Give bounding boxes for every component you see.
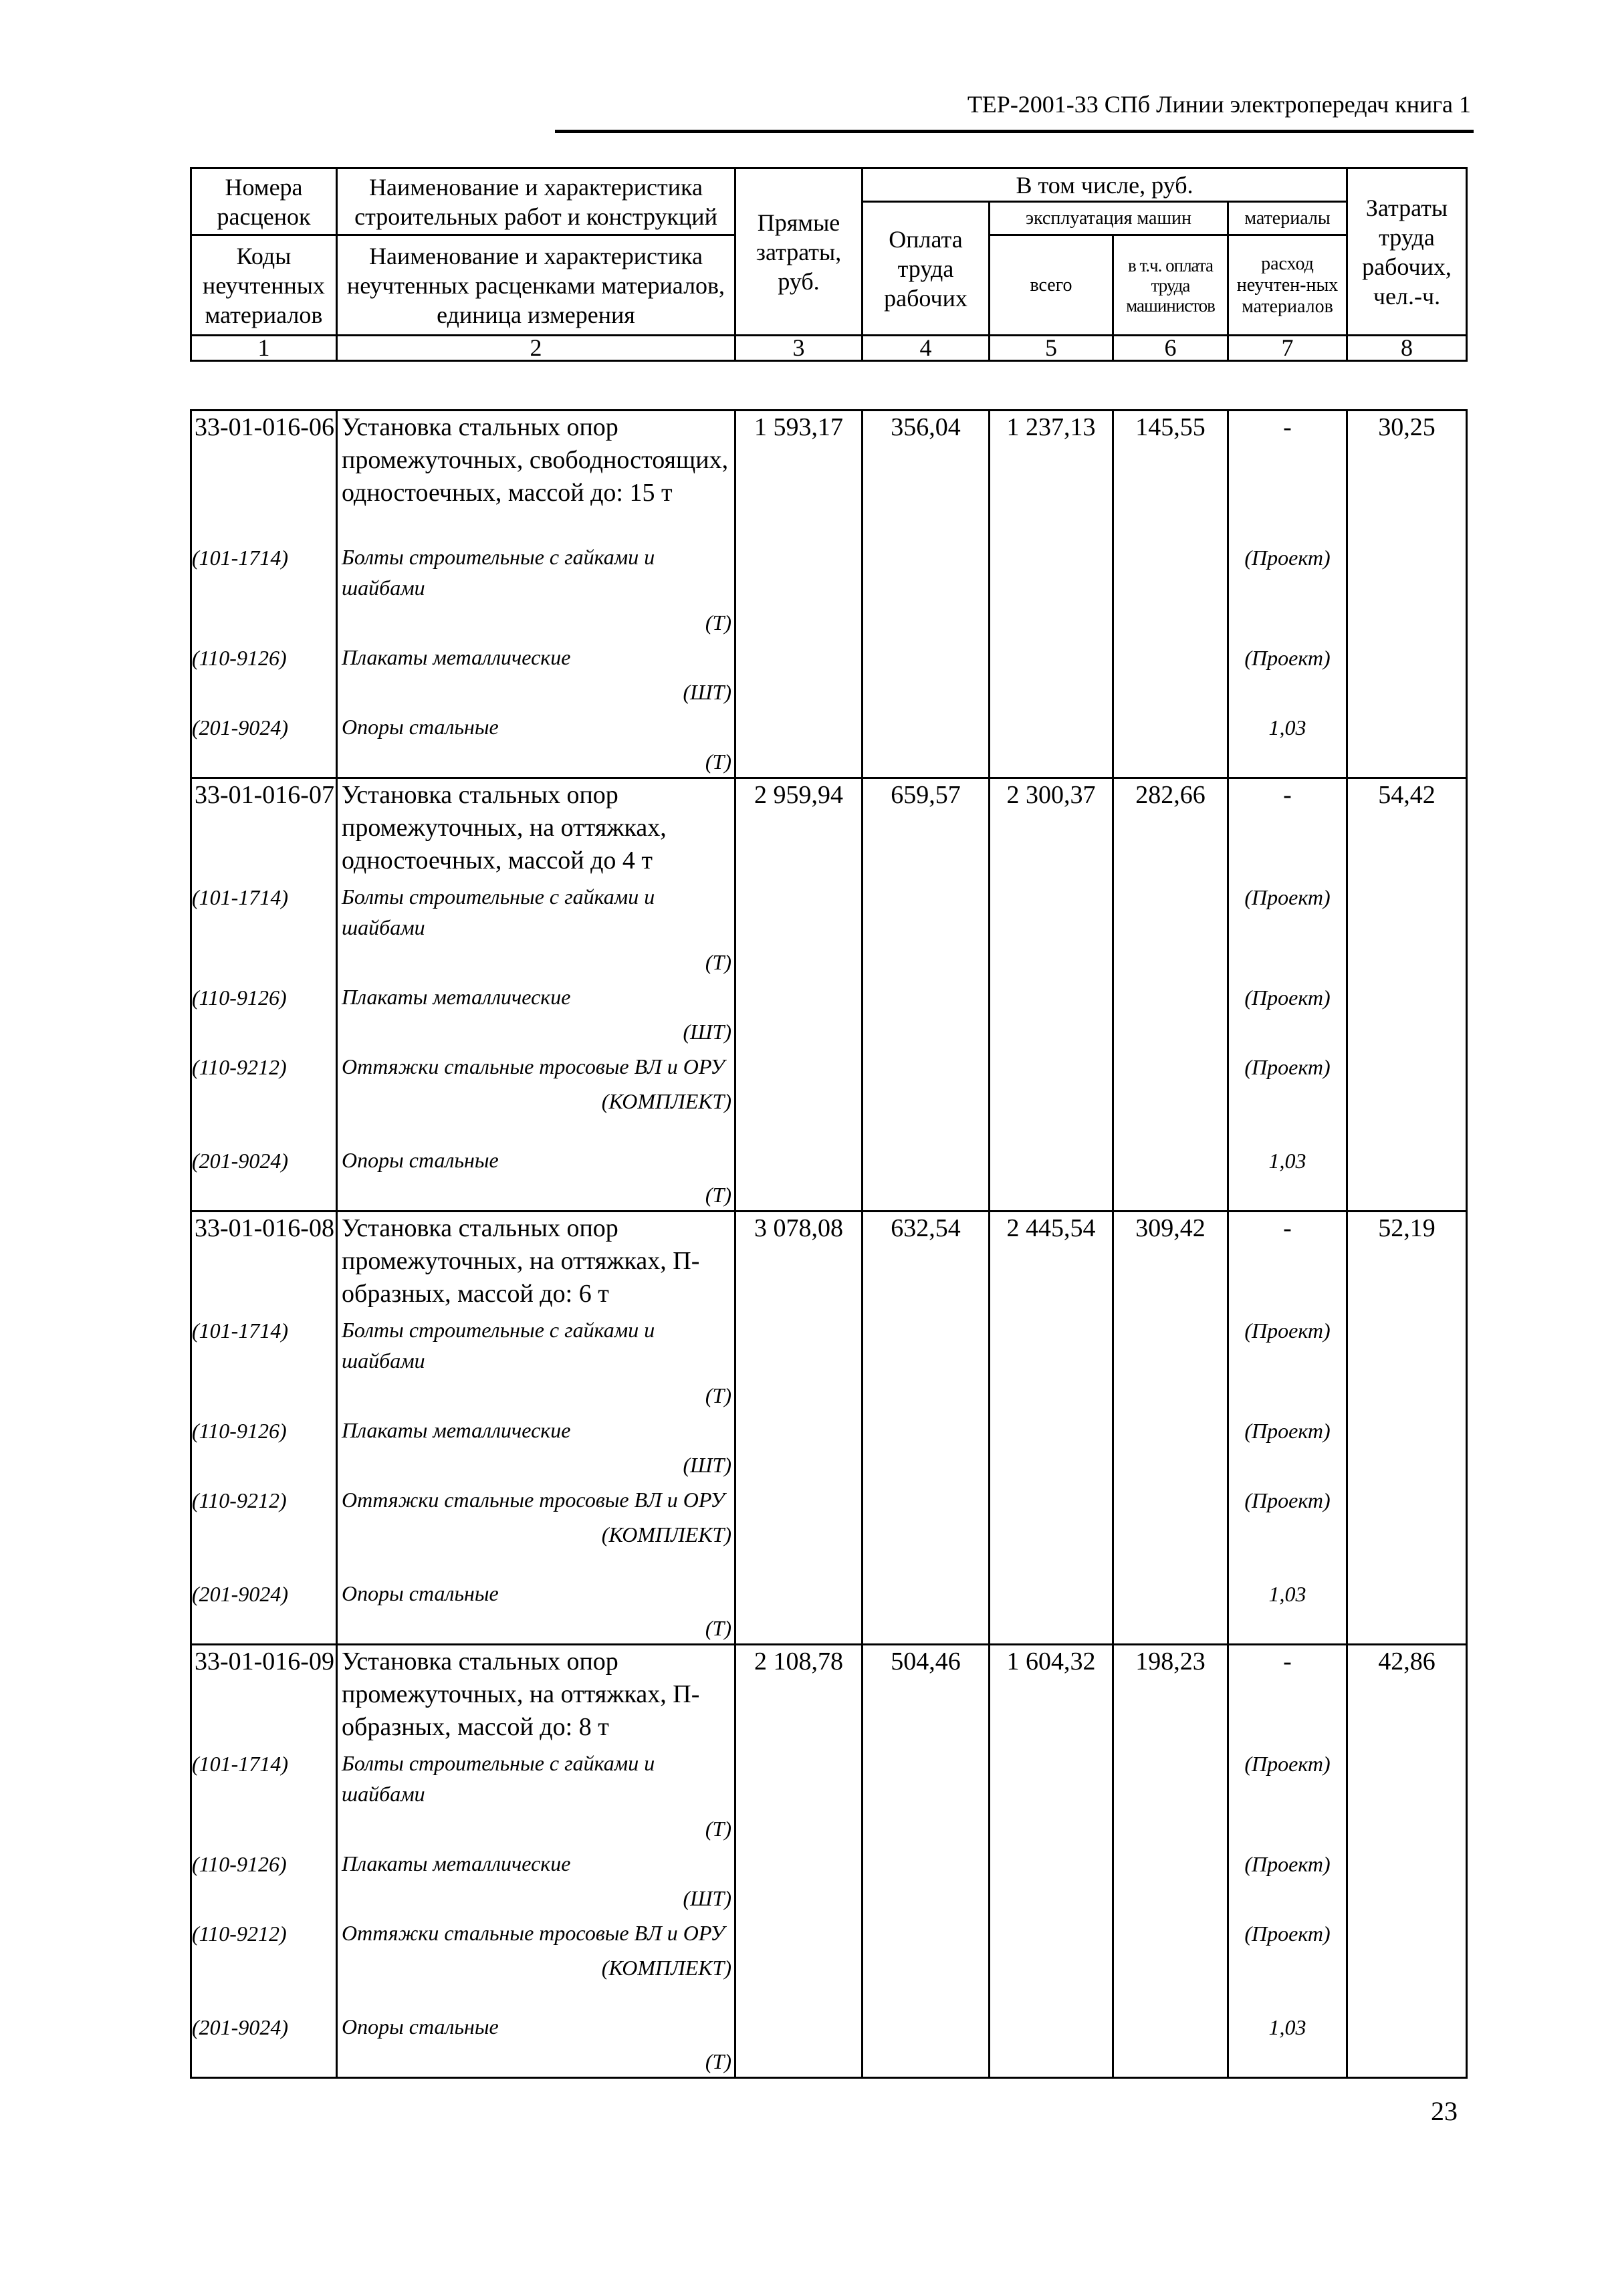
material-qty: 1,03 — [1228, 1574, 1347, 1645]
running-title: ТЕР-2001-33 СПб Линии электропередач книга 1 — [967, 91, 1471, 118]
material-qty: 1,03 — [1228, 1141, 1347, 1212]
material-unit: (Т) — [705, 1383, 731, 1407]
material-code: (101-1714) — [191, 538, 337, 638]
material-code: (110-9126) — [191, 638, 337, 707]
header-num-8: 8 — [1347, 336, 1467, 361]
material-unit: (Т) — [705, 1615, 731, 1640]
header-machines: эксплуатация машин — [990, 202, 1228, 235]
table-row — [191, 778, 1467, 877]
material-name: Опоры стальные — [342, 1581, 499, 1605]
rate-code: 33-01-016-07 — [191, 778, 337, 877]
header-num-7: 7 — [1228, 336, 1347, 361]
material-code: (101-1714) — [191, 1310, 337, 1411]
material-code: (201-9024) — [191, 2007, 337, 2078]
machines-total: 1 604,32 — [990, 1644, 1113, 1744]
materials-value: - — [1228, 1211, 1347, 1310]
material-unit: (ШТ) — [683, 1452, 731, 1477]
material-code: (110-9126) — [191, 1844, 337, 1914]
header-col6: в т.ч. оплата труда машинистов — [1113, 235, 1228, 336]
header-group: В том числе, руб. — [863, 168, 1347, 202]
material-name: Опоры стальные — [342, 714, 499, 739]
list-item — [191, 1141, 1467, 1212]
list-item — [191, 1047, 1467, 1141]
material-name: Болты строительные с гайками и шайбами — [342, 544, 655, 600]
direct-cost: 3 078,08 — [735, 1211, 863, 1310]
list-item — [191, 1914, 1467, 2007]
list-item — [191, 1744, 1467, 1844]
header-col2-b: Наименование и характеристика неучтенных расценками материалов, единица измерения — [337, 235, 735, 336]
header-rule — [555, 130, 1474, 133]
labor-hours: 52,19 — [1347, 1211, 1467, 1310]
direct-cost: 1 593,17 — [735, 411, 863, 538]
labor-pay: 356,04 — [863, 411, 990, 538]
material-name: Плакаты металлические — [342, 1417, 571, 1442]
material-qty: (Проект) — [1228, 1914, 1347, 2007]
list-item — [191, 1310, 1467, 1411]
table-row — [191, 1644, 1467, 1744]
material-code: (110-9212) — [191, 1914, 337, 2007]
material-qty: (Проект) — [1228, 1411, 1347, 1480]
header-col3: Прямые затраты, руб. — [735, 168, 863, 336]
material-unit: (Т) — [705, 610, 731, 635]
material-qty: (Проект) — [1228, 1310, 1347, 1411]
rate-title: Установка стальных опор промежуточных, свободностоящих, одностоечных, массой до: 15 т — [337, 411, 735, 538]
rates-table — [190, 409, 1468, 2079]
list-item — [191, 1844, 1467, 1914]
material-unit: (ШТ) — [683, 679, 731, 704]
material-name: Оттяжки стальные тросовые ВЛ и ОРУ — [342, 1487, 725, 1512]
material-qty: (Проект) — [1228, 877, 1347, 978]
material-name: Болты строительные с гайками и шайбами — [342, 884, 655, 939]
header-num-6: 6 — [1113, 336, 1228, 361]
machinists-pay: 145,55 — [1113, 411, 1228, 538]
material-name: Опоры стальные — [342, 1147, 499, 1172]
machinists-pay: 282,66 — [1113, 778, 1228, 877]
material-name: Оттяжки стальные тросовые ВЛ и ОРУ — [342, 1054, 725, 1078]
material-name: Плакаты металлические — [342, 645, 571, 669]
rate-title: Установка стальных опор промежуточных, на оттяжках, П-образных, массой до: 8 т — [337, 1644, 735, 1744]
list-item — [191, 638, 1467, 707]
material-name: Плакаты металлические — [342, 1851, 571, 1875]
rate-title: Установка стальных опор промежуточных, на оттяжках, одностоечных, массой до 4 т — [337, 778, 735, 877]
material-code: (101-1714) — [191, 877, 337, 978]
header-col5: всего — [990, 235, 1113, 336]
machinists-pay: 198,23 — [1113, 1644, 1228, 1744]
material-name: Оттяжки стальные тросовые ВЛ и ОРУ — [342, 1920, 725, 1945]
rate-code: 33-01-016-09 — [191, 1644, 337, 1744]
machines-total: 2 445,54 — [990, 1211, 1113, 1310]
header-num-1: 1 — [191, 336, 337, 361]
material-unit: (Т) — [705, 1182, 731, 1207]
header-col4: Оплата труда рабочих — [863, 202, 990, 336]
list-item — [191, 1574, 1467, 1645]
material-name: Болты строительные с гайками и шайбами — [342, 1750, 655, 1806]
header-col8: Затраты труда рабочих, чел.-ч. — [1347, 168, 1467, 336]
machines-total: 1 237,13 — [990, 411, 1113, 538]
labor-hours: 42,86 — [1347, 1644, 1467, 1744]
material-code: (110-9126) — [191, 978, 337, 1047]
table-header — [190, 167, 1468, 362]
materials-value: - — [1228, 411, 1347, 538]
header-materials: материалы — [1228, 202, 1347, 235]
rate-title: Установка стальных опор промежуточных, на оттяжках, П-образных, массой до: 6 т — [337, 1211, 735, 1310]
materials-value: - — [1228, 778, 1347, 877]
list-item — [191, 978, 1467, 1047]
material-qty: (Проект) — [1228, 538, 1347, 638]
list-item — [191, 707, 1467, 778]
rate-code: 33-01-016-06 — [191, 411, 337, 538]
material-code: (201-9024) — [191, 707, 337, 778]
materials-value: - — [1228, 1644, 1347, 1744]
list-item — [191, 538, 1467, 638]
header-num-5: 5 — [990, 336, 1113, 361]
material-unit: (КОМПЛЕКТ) — [601, 1088, 731, 1113]
material-code: (101-1714) — [191, 1744, 337, 1844]
direct-cost: 2 108,78 — [735, 1644, 863, 1744]
material-qty: 1,03 — [1228, 2007, 1347, 2078]
material-code: (110-9212) — [191, 1047, 337, 1141]
header-col1-a: Номера расценок — [191, 168, 337, 235]
material-name: Плакаты металлические — [342, 984, 571, 1009]
material-unit: (КОМПЛЕКТ) — [601, 1955, 731, 1980]
rate-code: 33-01-016-08 — [191, 1211, 337, 1310]
material-code: (201-9024) — [191, 1574, 337, 1645]
page-number: 23 — [1431, 2096, 1458, 2126]
machinists-pay: 309,42 — [1113, 1211, 1228, 1310]
material-qty: 1,03 — [1228, 707, 1347, 778]
header-col2-a: Наименование и характеристика строительных работ и конструкций — [337, 168, 735, 235]
header-col7: расход неучтен-ных материалов — [1228, 235, 1347, 336]
material-unit: (КОМПЛЕКТ) — [601, 1522, 731, 1546]
material-qty: (Проект) — [1228, 1744, 1347, 1844]
material-unit: (Т) — [705, 2049, 731, 2073]
header-num-3: 3 — [735, 336, 863, 361]
material-unit: (Т) — [705, 949, 731, 974]
material-code: (110-9126) — [191, 1411, 337, 1480]
material-qty: (Проект) — [1228, 1844, 1347, 1914]
material-qty: (Проект) — [1228, 638, 1347, 707]
material-qty: (Проект) — [1228, 1480, 1347, 1574]
labor-pay: 632,54 — [863, 1211, 990, 1310]
list-item — [191, 877, 1467, 978]
material-unit: (ШТ) — [683, 1019, 731, 1044]
direct-cost: 2 959,94 — [735, 778, 863, 877]
material-name: Болты строительные с гайками и шайбами — [342, 1317, 655, 1373]
header-num-4: 4 — [863, 336, 990, 361]
material-code: (110-9212) — [191, 1480, 337, 1574]
material-unit: (Т) — [705, 1816, 731, 1841]
material-qty: (Проект) — [1228, 1047, 1347, 1141]
table-row — [191, 1211, 1467, 1310]
material-unit: (Т) — [705, 749, 731, 774]
labor-hours: 54,42 — [1347, 778, 1467, 877]
labor-hours: 30,25 — [1347, 411, 1467, 538]
list-item — [191, 1411, 1467, 1480]
header-col1-b: Коды неучтенных материалов — [191, 235, 337, 336]
material-unit: (ШТ) — [683, 1885, 731, 1910]
header-num-2: 2 — [337, 336, 735, 361]
table-row — [191, 411, 1467, 538]
material-name: Опоры стальные — [342, 2014, 499, 2039]
machines-total: 2 300,37 — [990, 778, 1113, 877]
material-code: (201-9024) — [191, 1141, 337, 1212]
list-item — [191, 1480, 1467, 1574]
labor-pay: 504,46 — [863, 1644, 990, 1744]
list-item — [191, 2007, 1467, 2078]
material-qty: (Проект) — [1228, 978, 1347, 1047]
labor-pay: 659,57 — [863, 778, 990, 877]
